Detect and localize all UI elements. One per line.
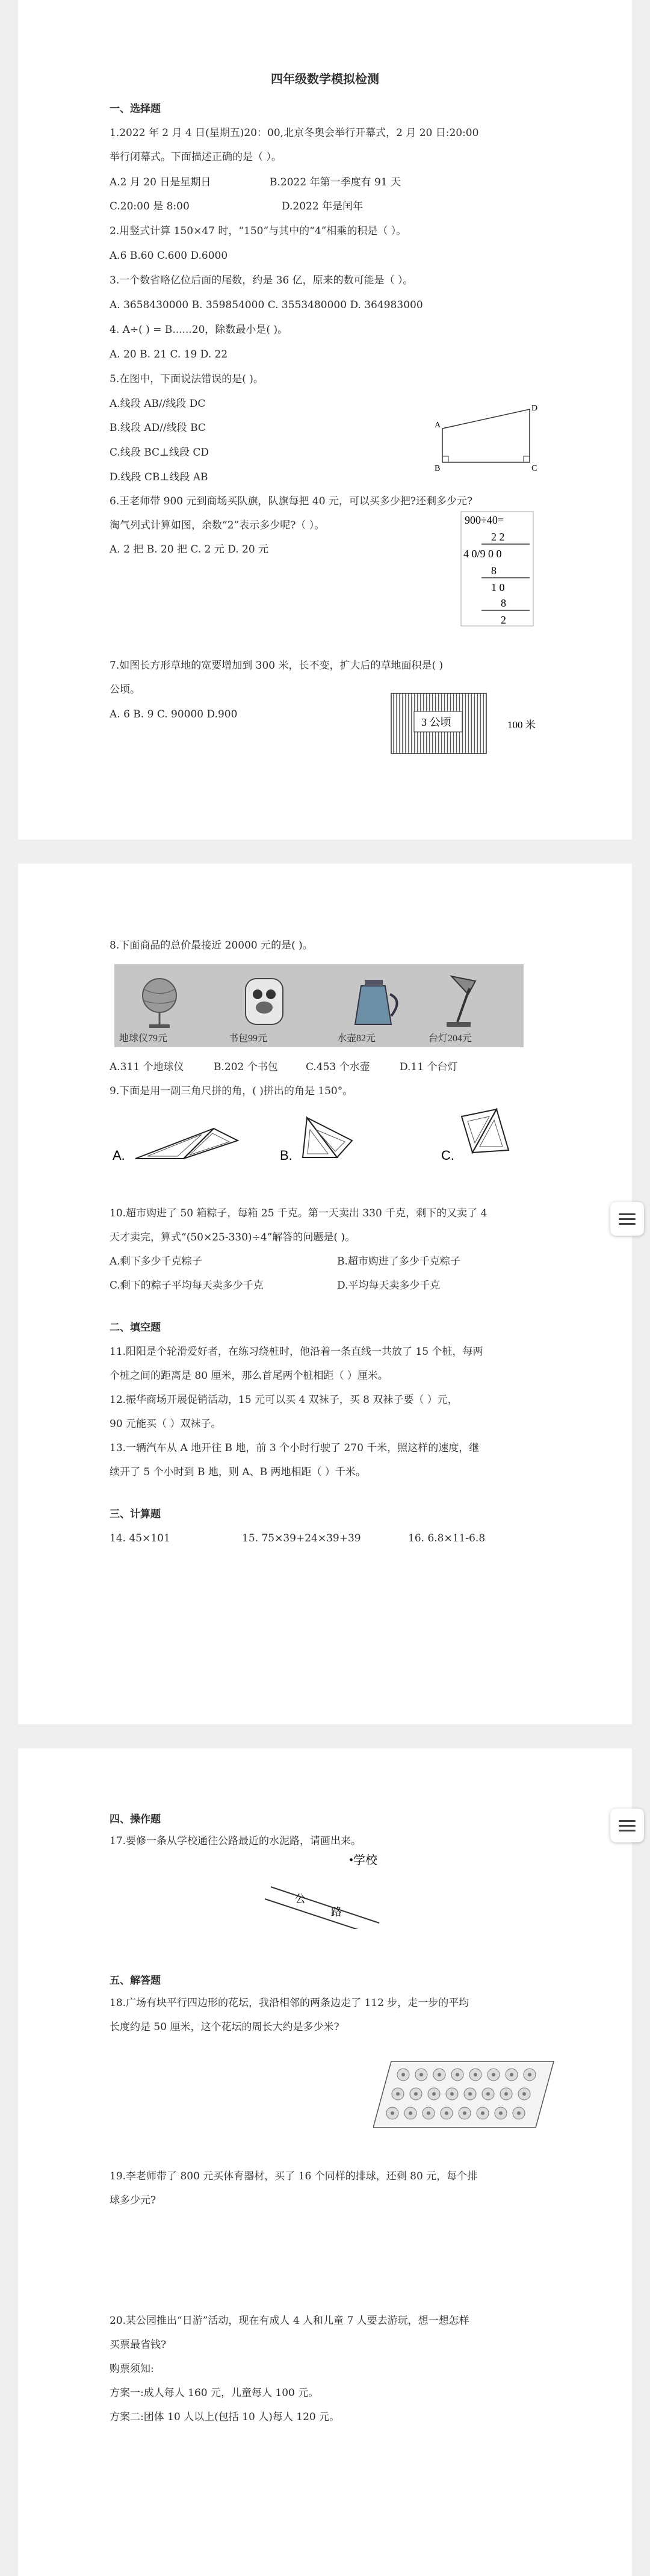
q18-text: 18.广场有块平行四边形的花坛，我沿相邻的两条边走了 112 步，走一步的平均 <box>110 1997 469 2009</box>
q10-option-c: C.剩下的粽子平均每天卖多少千克 <box>110 1280 264 1292</box>
section-choice: 一、选择题 <box>110 103 161 115</box>
menu-icon-2 <box>619 1820 636 1822</box>
q5-option-c: C.线段 BC⊥线段 CD <box>110 447 209 459</box>
q5-option-a: A.线段 AB//线段 DC <box>110 398 206 410</box>
vertex-d-label: D <box>531 404 538 413</box>
q9-text: 9.下面是用一副三角尺拼的角，( )拼出的角是 150°。 <box>110 1085 353 1097</box>
q13-text-2: 续开了 5 个小时到 B 地，则 A、B 两地相距（ ）千米。 <box>110 1466 366 1478</box>
q8-option-d: D.11 个台灯 <box>400 1061 458 1073</box>
q20-plan-2: 方案二:团体 10 人以上(包括 10 人)每人 120 元。 <box>110 2411 340 2423</box>
flower-center <box>391 2111 394 2115</box>
flower-center <box>401 2073 405 2076</box>
section-fill-in: 二、填空题 <box>110 1322 161 1334</box>
product-backpack-label: 书包99元 <box>229 1033 268 1044</box>
section-calculation: 三、计算题 <box>110 1508 161 1520</box>
flower-center <box>504 2092 508 2096</box>
triangle-rulers-figure <box>111 1104 545 1165</box>
flower-center <box>456 2073 459 2076</box>
q1-option-c: C.20:00 是 8:00 <box>110 200 190 212</box>
q1-option-d: D.2022 年是闰年 <box>282 200 364 212</box>
flower-center <box>499 2111 503 2115</box>
school-label: •学校 <box>349 1854 378 1867</box>
flower-center <box>445 2111 448 2115</box>
vertex-a-label: A <box>435 421 441 430</box>
division-equation: 900÷40= <box>465 514 504 526</box>
q6-text: 6.王老师带 900 元到商场买队旗，队旗每把 40 元，可以买多少把?还剩多少元? <box>110 495 473 507</box>
q11-text-2: 个桩之间的距离是 80 厘米，那么首尾两个桩相距（ ）厘米。 <box>110 1370 388 1382</box>
division-dividend: 4 0/9 0 0 <box>463 548 502 560</box>
division-step-1: 8 <box>491 565 497 577</box>
q7-options: A. 6 B. 9 C. 90000 D.900 <box>110 708 238 720</box>
road-label-1: 公 <box>295 1893 306 1905</box>
q1-option-a: A.2 月 20 日是星期日 <box>110 176 211 188</box>
flower-center <box>432 2092 436 2096</box>
q18-text-2: 长度约是 50 厘米，这个花坛的周长大约是多少米? <box>110 2021 339 2033</box>
road-figure <box>247 1851 427 1929</box>
q8-option-a: A.311 个地球仪 <box>110 1061 184 1073</box>
lawn-area-label: 3 公顷 <box>421 716 451 728</box>
q10-option-b: B.超市购进了多少千克粽子 <box>337 1255 460 1268</box>
menu-button[interactable] <box>610 1202 644 1236</box>
q12-text-2: 90 元能买（ ）双袜子。 <box>110 1418 221 1430</box>
q10-text-2: 天才卖完，算式“(50×25-330)÷4”解答的问题是( )。 <box>110 1231 356 1243</box>
q3-options: A. 3658430000 B. 359854000 C. 3553480000 D. 364983000 <box>110 299 423 311</box>
menu-button-2[interactable] <box>610 1809 644 1842</box>
q2-text: 2.用竖式计算 150×47 时，“150”与其中的“4”相乘的积是（ ）。 <box>110 225 407 237</box>
section-solve: 五、解答题 <box>110 1975 161 1987</box>
division-remainder: 2 <box>501 614 506 626</box>
q20-text: 20.某公园推出“日游”活动，现在有成人 4 人和儿童 7 人要去游玩，想一想怎样 <box>110 2315 469 2327</box>
flower-center <box>468 2092 472 2096</box>
q12-text: 12.振华商场开展促销活动，15 元可以买 4 双袜子，买 8 双袜子要（ ）元， <box>110 1394 458 1406</box>
quadrilateral-figure <box>421 403 542 475</box>
lawn-length-label: 100 米 <box>507 719 536 731</box>
q15-text: 15. 75×39+24×39+39 <box>242 1532 361 1544</box>
q3-text: 3.一个数省略亿位后面的尾数，约是 36 亿，原来的数可能是（ ）。 <box>110 274 413 286</box>
flower-center <box>409 2111 412 2115</box>
q10-text: 10.超市购进了 50 箱粽子，每箱 25 千克。第一天卖出 330 千克，剩下的又卖了 4 <box>110 1207 488 1219</box>
q11-text: 11.阳阳是个轮滑爱好者，在练习绕桩时，他沿着一条直线一共放了 15 个桩，每两 <box>110 1346 483 1358</box>
flower-center <box>450 2092 454 2096</box>
q14-text: 14. 45×101 <box>110 1532 170 1544</box>
page-1 <box>18 0 632 840</box>
q17-text: 17.要修一条从学校通往公路最近的水泥路，请画出来。 <box>110 1835 362 1847</box>
division-quotient: 2 2 <box>491 531 505 543</box>
road-label-2: 路 <box>331 1906 342 1918</box>
q6-options: A. 2 把 B. 20 把 C. 2 元 D. 20 元 <box>110 543 269 556</box>
q4-text: 4. A÷( ) = B......20，除数最小是( )。 <box>110 324 288 336</box>
q20-text-2: 买票最省钱? <box>110 2339 167 2351</box>
product-kettle-label: 水壶82元 <box>337 1033 376 1044</box>
q1-option-b: B.2022 年第一季度有 91 天 <box>270 176 401 188</box>
flower-center <box>396 2092 400 2096</box>
q1-text: 1.2022 年 2 月 4 日(星期五)20：00,北京冬奥会举行开幕式，2 月 20 日:20:00 <box>110 127 479 139</box>
section-operation: 四、操作题 <box>110 1813 161 1825</box>
q1-text-2: 举行闭幕式。下面描述正确的是（ ）。 <box>110 151 282 163</box>
flower-center <box>463 2111 466 2115</box>
flower-center <box>414 2092 418 2096</box>
flower-center <box>492 2073 495 2076</box>
flower-center <box>510 2073 513 2076</box>
lawn-figure <box>390 692 546 758</box>
flower-center <box>486 2092 490 2096</box>
q7-text-2: 公顷。 <box>110 684 140 696</box>
q6-text-2: 淘气列式计算如图，余数“2”表示多少呢?（ ）。 <box>110 519 325 531</box>
q8-option-b: B.202 个书包 <box>214 1061 278 1073</box>
q8-text: 8.下面商品的总价最接近 20000 元的是( )。 <box>110 940 313 952</box>
flower-center <box>481 2111 484 2115</box>
q5-text: 5.在图中，下面说法错误的是( )。 <box>110 373 264 385</box>
products-image <box>114 964 524 1047</box>
q4-options: A. 20 B. 21 C. 19 D. 22 <box>110 348 228 361</box>
long-division-figure <box>457 510 548 631</box>
flower-center <box>528 2073 531 2076</box>
flower-center <box>438 2073 441 2076</box>
q10-option-d: D.平均每天卖多少千克 <box>337 1280 441 1292</box>
q13-text: 13.一辆汽车从 A 地开往 B 地，前 3 个小时行驶了 270 千米，照这样的速度，继 <box>110 1442 480 1454</box>
flowerbed-figure <box>373 2055 566 2134</box>
vertex-b-label: B <box>435 464 441 473</box>
q7-text: 7.如图长方形草地的宽要增加到 300 米，长不变，扩大后的草地面积是( ) <box>110 660 444 672</box>
flower-center <box>517 2111 521 2115</box>
q20-notice: 购票须知: <box>110 2363 154 2375</box>
division-step-2: 1 0 <box>491 581 505 593</box>
q2-options: A.6 B.60 C.600 D.6000 <box>110 250 228 262</box>
flower-center <box>419 2073 423 2076</box>
backpack-icon <box>246 979 283 1024</box>
product-globe-label: 地球仪79元 <box>119 1033 168 1044</box>
option-c-label: C. <box>441 1148 454 1163</box>
page-title: 四年级数学模拟检测 <box>271 72 379 86</box>
vertex-c-label: C <box>531 464 537 473</box>
flower-center <box>522 2092 526 2096</box>
q5-option-d: D.线段 CB⊥线段 AB <box>110 471 208 483</box>
product-lamp-label: 台灯204元 <box>429 1033 472 1044</box>
flower-center <box>474 2073 477 2076</box>
option-a-label: A. <box>113 1148 125 1163</box>
q10-option-a: A.剩下多少千克粽子 <box>110 1255 202 1268</box>
q19-text: 19.李老师带了 800 元买体育器材，买了 16 个同样的排球，还剩 80 元，每个排 <box>110 2170 478 2182</box>
page-2 <box>18 864 632 1724</box>
flower-center <box>427 2111 430 2115</box>
q5-option-b: B.线段 AD//线段 BC <box>110 422 206 434</box>
option-b-label: B. <box>280 1148 292 1163</box>
q8-option-c: C.453 个水壶 <box>306 1061 370 1073</box>
division-step-3: 8 <box>501 597 506 609</box>
page-3 <box>18 1748 632 2576</box>
q20-plan-1: 方案一:成人每人 160 元，儿童每人 100 元。 <box>110 2387 319 2399</box>
q19-text-2: 球多少元? <box>110 2194 156 2206</box>
menu-icon <box>619 1213 636 1215</box>
q16-text: 16. 6.8×11-6.8 <box>408 1532 486 1544</box>
